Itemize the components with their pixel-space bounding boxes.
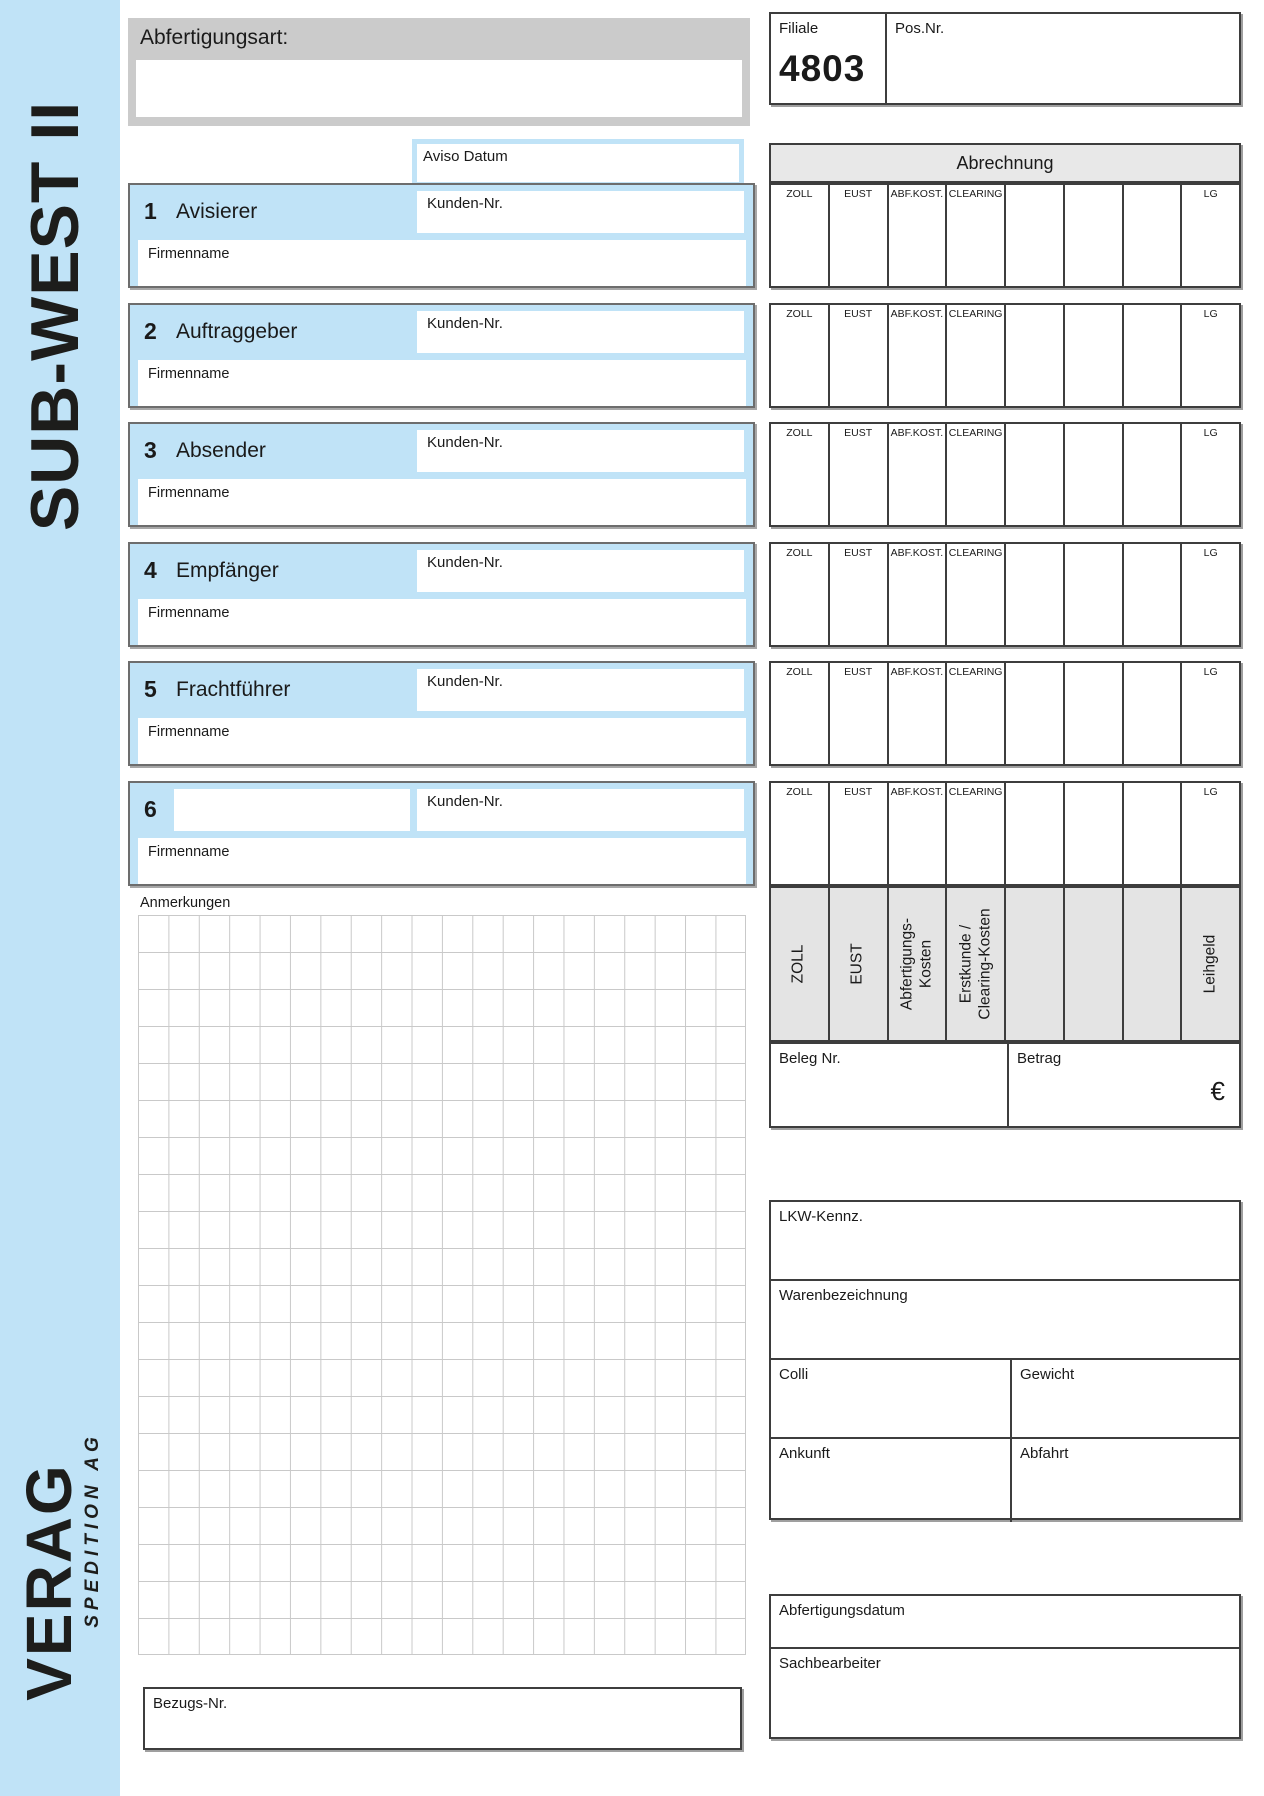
abrechnung-row-1 bbox=[769, 183, 1241, 288]
bezugs-nr-label: Bezugs-Nr. bbox=[153, 1695, 228, 1712]
colli-label: Colli bbox=[779, 1366, 809, 1383]
lkw-kennz-input[interactable] bbox=[771, 1202, 1239, 1281]
betrag-input[interactable] bbox=[1009, 1044, 1239, 1126]
abrechnung-cell-zoll[interactable]: ZOLL bbox=[771, 544, 830, 645]
beleg-nr-label: Beleg Nr. bbox=[779, 1050, 841, 1067]
section-label: Frachtführer bbox=[176, 678, 291, 701]
kunden-nr-input[interactable]: Kunden-Nr. bbox=[417, 191, 744, 233]
abrechnung-cell-eust[interactable]: EUST bbox=[830, 185, 889, 286]
filiale-value: 4803 bbox=[779, 48, 866, 89]
gewicht-input[interactable] bbox=[1012, 1360, 1246, 1439]
abrechnung-cell-empty[interactable] bbox=[1065, 424, 1124, 525]
abrechnung-title: Abrechnung bbox=[956, 152, 1054, 173]
abrechnung-row-3 bbox=[769, 422, 1241, 527]
abrechnung-cell-empty[interactable] bbox=[1124, 424, 1183, 525]
footer-cell-zoll: ZOLL bbox=[771, 888, 830, 1040]
abrechnung-cell-lg[interactable]: LG bbox=[1203, 786, 1218, 798]
abrechnung-row-2 bbox=[769, 303, 1241, 408]
abrechnung-cell-zoll[interactable]: ZOLL bbox=[771, 305, 830, 406]
abrechnung-cell-empty[interactable] bbox=[1006, 185, 1065, 286]
aviso-datum-input[interactable] bbox=[412, 139, 744, 187]
filiale-cell[interactable] bbox=[771, 14, 887, 103]
abrechnung-cell-lg[interactable]: LG bbox=[1203, 427, 1218, 439]
abfahrt-input[interactable] bbox=[1012, 1439, 1246, 1518]
lkw-kennz-label: LKW-Kennz. bbox=[779, 1208, 863, 1225]
warenbezeichnung-label: Warenbezeichnung bbox=[779, 1287, 908, 1304]
abrechnung-cell-empty[interactable] bbox=[1006, 305, 1065, 406]
footer-cell-empty bbox=[1006, 888, 1065, 1040]
abrechnung-cell-empty[interactable] bbox=[1065, 544, 1124, 645]
abfertigungsdatum-label: Abfertigungsdatum bbox=[779, 1602, 905, 1619]
section-number: 3 bbox=[144, 437, 157, 463]
abrechnung-cell-zoll[interactable]: ZOLL bbox=[771, 783, 830, 884]
abrechnung-cell-empty[interactable] bbox=[1124, 305, 1183, 406]
section-number: 6 bbox=[144, 796, 157, 822]
section-auftraggeber bbox=[128, 303, 755, 408]
brand-logo: VERAG bbox=[13, 1463, 85, 1701]
abrechnung-cell-eust[interactable]: EUST bbox=[830, 783, 889, 884]
section-empfaenger bbox=[128, 542, 755, 647]
divider bbox=[1010, 1360, 1012, 1522]
sidebar bbox=[0, 0, 120, 1796]
section-number: 2 bbox=[144, 318, 157, 344]
abrechnung-cell-clearing[interactable]: CLEARING bbox=[947, 305, 1006, 406]
abrechnung-cell-abfkost[interactable]: ABF.KOST. bbox=[889, 305, 948, 406]
beleg-nr-input[interactable] bbox=[771, 1044, 1009, 1126]
abrechnung-cell-zoll[interactable]: ZOLL bbox=[771, 663, 830, 764]
colli-input[interactable] bbox=[771, 1360, 1005, 1439]
posnr-label: Pos.Nr. bbox=[895, 20, 945, 37]
abrechnung-cell-clearing[interactable]: CLEARING bbox=[947, 544, 1006, 645]
section-avisierer bbox=[128, 183, 755, 288]
anmerkungen-grid[interactable] bbox=[138, 915, 746, 1655]
abrechnung-cell-empty[interactable] bbox=[1006, 544, 1065, 645]
abrechnung-row-6 bbox=[769, 781, 1241, 886]
filiale-label: Filiale bbox=[779, 20, 819, 37]
abrechnung-cell-empty[interactable] bbox=[1065, 185, 1124, 286]
abrechnung-cell-empty[interactable] bbox=[1065, 663, 1124, 764]
abfertigung-block bbox=[769, 1594, 1241, 1739]
firmenname-input[interactable]: Firmenname bbox=[138, 479, 746, 525]
abfahrt-label: Abfahrt bbox=[1020, 1445, 1069, 1462]
abrechnung-cell-clearing[interactable]: CLEARING bbox=[947, 424, 1006, 525]
sachbearbeiter-input[interactable] bbox=[771, 1649, 1239, 1737]
firmenname-input[interactable]: Firmenname bbox=[138, 360, 746, 406]
abrechnung-cell-lg[interactable]: LG bbox=[1203, 308, 1218, 320]
warenbezeichnung-input[interactable] bbox=[771, 1281, 1239, 1360]
firmenname-input[interactable]: Firmenname bbox=[138, 838, 746, 884]
lkw-block bbox=[769, 1200, 1241, 1520]
footer-cell-empty bbox=[1065, 888, 1124, 1040]
section-label: Avisierer bbox=[176, 200, 258, 223]
brand-subtitle: SPEDITION AG bbox=[82, 1432, 103, 1628]
beleg-betrag-box bbox=[769, 1042, 1241, 1128]
abfertigungsart-label: Abfertigungsart: bbox=[140, 26, 289, 49]
abrechnung-cell-empty[interactable] bbox=[1006, 424, 1065, 525]
abrechnung-cell-eust[interactable]: EUST bbox=[830, 663, 889, 764]
abrechnung-cell-clearing[interactable]: CLEARING bbox=[947, 663, 1006, 764]
abrechnung-cell-lg[interactable]: LG bbox=[1203, 666, 1218, 678]
firmenname-input[interactable]: Firmenname bbox=[138, 718, 746, 764]
abrechnung-cell-empty[interactable] bbox=[1065, 783, 1124, 884]
form-title: SUB-WEST II bbox=[17, 100, 93, 532]
section-number: 5 bbox=[144, 676, 157, 702]
abrechnung-cell-empty[interactable] bbox=[1124, 544, 1183, 645]
abrechnung-cell-abfkost[interactable]: ABF.KOST. bbox=[889, 783, 948, 884]
section-number: 1 bbox=[144, 198, 157, 224]
footer-cell-clearingkosten: Erstkunde / Clearing-Kosten bbox=[947, 888, 1006, 1040]
abrechnung-cell-empty[interactable] bbox=[1124, 783, 1183, 884]
section-absender bbox=[128, 422, 755, 527]
bezugs-nr-input[interactable] bbox=[143, 1687, 742, 1750]
section-6 bbox=[128, 781, 755, 886]
section-label: Absender bbox=[176, 439, 266, 462]
abrechnung-cell-clearing[interactable]: CLEARING bbox=[947, 185, 1006, 286]
footer-cell-leihgeld: Leihgeld bbox=[1201, 934, 1219, 994]
abrechnung-cell-eust[interactable]: EUST bbox=[830, 544, 889, 645]
kunden-nr-input[interactable]: Kunden-Nr. bbox=[417, 311, 744, 353]
abrechnung-cell-eust[interactable]: EUST bbox=[830, 305, 889, 406]
ankunft-input[interactable] bbox=[771, 1439, 1005, 1518]
abrechnung-header bbox=[769, 143, 1241, 183]
kunden-nr-input[interactable]: Kunden-Nr. bbox=[417, 669, 744, 711]
abfertigungsdatum-input[interactable] bbox=[771, 1596, 1239, 1649]
ankunft-label: Ankunft bbox=[779, 1445, 830, 1462]
abrechnung-cell-eust[interactable]: EUST bbox=[830, 424, 889, 525]
abrechnung-cell-empty[interactable] bbox=[1124, 185, 1183, 286]
abrechnung-footer-row bbox=[769, 886, 1241, 1042]
kunden-nr-input[interactable]: Kunden-Nr. bbox=[417, 430, 744, 472]
abfertigungsart-box bbox=[128, 18, 750, 126]
abrechnung-row-5 bbox=[769, 661, 1241, 766]
abrechnung-cell-zoll[interactable]: ZOLL bbox=[771, 424, 830, 525]
sachbearbeiter-label: Sachbearbeiter bbox=[779, 1655, 881, 1672]
abrechnung-cell-empty[interactable] bbox=[1006, 663, 1065, 764]
abrechnung-cell-clearing[interactable]: CLEARING bbox=[947, 783, 1006, 884]
posnr-cell[interactable] bbox=[887, 14, 1239, 103]
footer-cell-eust: EUST bbox=[830, 888, 889, 1040]
abrechnung-row-4 bbox=[769, 542, 1241, 647]
section-number: 4 bbox=[144, 557, 157, 583]
section-label: Empfänger bbox=[176, 559, 279, 582]
betrag-label: Betrag bbox=[1017, 1050, 1062, 1067]
abfertigungsart-input[interactable] bbox=[136, 60, 742, 117]
gewicht-label: Gewicht bbox=[1020, 1366, 1075, 1383]
aviso-datum-label: Aviso Datum bbox=[423, 148, 508, 165]
kunden-nr-input[interactable]: Kunden-Nr. bbox=[417, 789, 744, 831]
abrechnung-cell-abfkost[interactable]: ABF.KOST. bbox=[889, 185, 948, 286]
abrechnung-cell-empty[interactable] bbox=[1006, 783, 1065, 884]
abrechnung-cell-abfkost[interactable]: ABF.KOST. bbox=[889, 544, 948, 645]
kunden-nr-input[interactable]: Kunden-Nr. bbox=[417, 550, 744, 592]
abrechnung-cell-abfkost[interactable]: ABF.KOST. bbox=[889, 424, 948, 525]
section-label: Auftraggeber bbox=[176, 320, 298, 343]
section-frachtfuehrer bbox=[128, 661, 755, 766]
footer-cell-empty bbox=[1124, 888, 1183, 1040]
firmenname-input[interactable]: Firmenname bbox=[138, 240, 746, 286]
footer-cell-abfertigungskosten: Abfertigungs- Kosten bbox=[889, 888, 948, 1040]
firmenname-input[interactable]: Firmenname bbox=[138, 599, 746, 645]
euro-sign: € bbox=[1210, 1076, 1225, 1106]
section-role-input[interactable] bbox=[174, 789, 410, 831]
abrechnung-cell-lg[interactable]: LG bbox=[1203, 188, 1218, 200]
abrechnung-cell-lg[interactable]: LG bbox=[1203, 547, 1218, 559]
anmerkungen-label: Anmerkungen bbox=[140, 895, 231, 911]
abrechnung-cell-empty[interactable] bbox=[1065, 305, 1124, 406]
abrechnung-cell-empty[interactable] bbox=[1124, 663, 1183, 764]
abrechnung-cell-abfkost[interactable]: ABF.KOST. bbox=[889, 663, 948, 764]
filiale-posnr-box bbox=[769, 12, 1241, 105]
abrechnung-cell-zoll[interactable]: ZOLL bbox=[771, 185, 830, 286]
